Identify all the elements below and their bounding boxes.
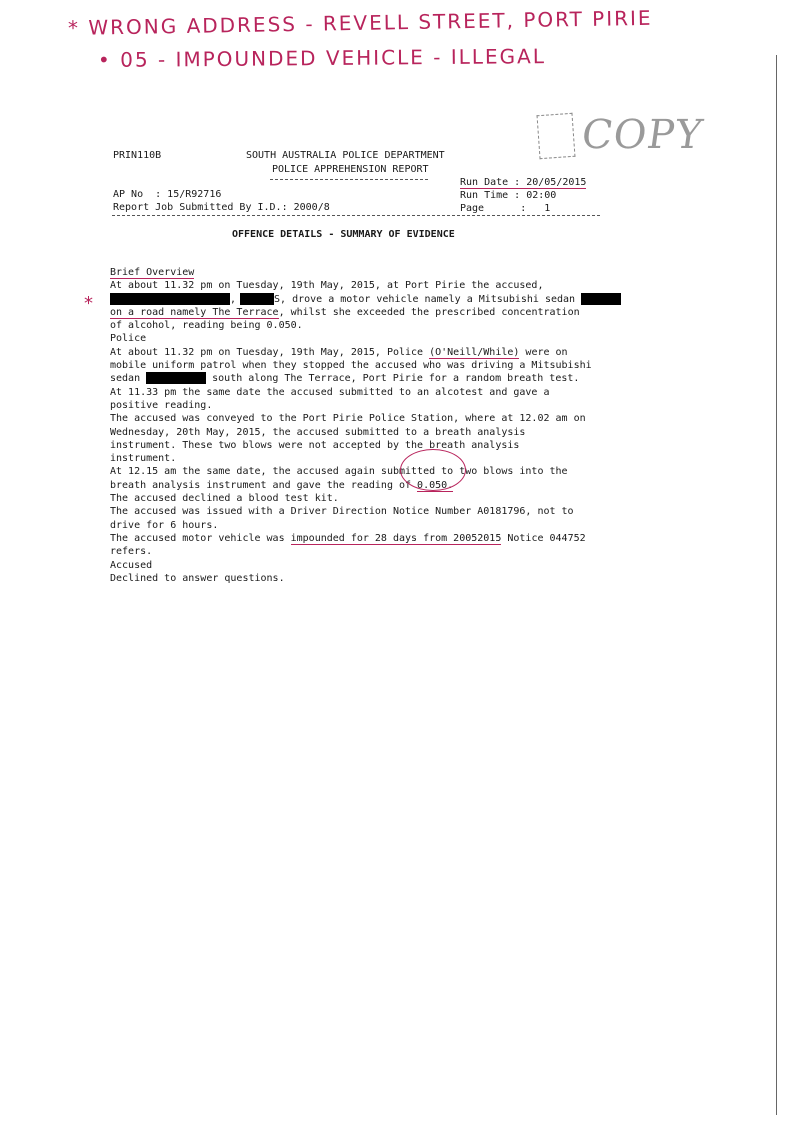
department-name: SOUTH AUSTRALIA POLICE DEPARTMENT [246, 150, 445, 161]
impound-period: impounded for 28 days from 20052015 [290, 532, 502, 544]
reading-value: 0.050. [417, 479, 454, 491]
margin-star-icon: * [84, 293, 93, 314]
redaction [581, 293, 621, 305]
line-04 [110, 306, 610, 319]
submitted-by: Report Job Submitted By I.D.: 2000/8 [113, 202, 330, 213]
circled-reading-annotation [400, 449, 466, 491]
copy-stamp-text: COPY [578, 112, 706, 158]
line-13: Wednesday, 20th May, 2015, the accused submitted to a breath analysis [110, 426, 526, 438]
redaction [110, 293, 230, 305]
line-24: Declined to answer questions. [110, 572, 285, 584]
section-rule [112, 215, 600, 216]
ap-number: AP No : 15/R92716 [113, 189, 222, 200]
line-09-b: south along The Terrace, Port Pirie for a random breath test. [206, 373, 580, 385]
run-time: Run Time : 02:00 [460, 190, 557, 201]
heading-police: Police [110, 333, 147, 345]
heading-brief-overview [110, 266, 610, 279]
form-code: PRIN110B [113, 150, 162, 161]
line-11: positive reading. [110, 399, 213, 411]
line-03 [110, 293, 610, 306]
line-09 [110, 372, 610, 385]
officer-names: (O'Neill/While) [429, 346, 520, 358]
line-21-a: The accused motor vehicle was [110, 532, 291, 544]
line-14: instrument. These two blows were not accepted by the breath analysis [110, 439, 520, 451]
section-title: OFFENCE DETAILS - SUMMARY OF EVIDENCE [232, 229, 455, 240]
page-number: Page : 1 [460, 203, 551, 214]
line-08: mobile uniform patrol when they stopped the accused who was driving a Mitsubishi [110, 360, 592, 372]
line-21 [110, 532, 610, 545]
line-03-text: S, drove a motor vehicle namely a Mitsubishi sedan [274, 293, 576, 305]
line-20: drive for 6 hours. [110, 519, 219, 531]
stamp-box-icon [537, 113, 576, 159]
line-19: The accused was issued with a Driver Direction Notice Number A0181796, not to [110, 506, 574, 518]
redaction [240, 293, 274, 305]
handwritten-note-impounded: • 05 - IMPOUNDED VEHICLE - ILLEGAL [97, 44, 547, 72]
line-03-comma: , [230, 293, 237, 305]
run-date-text: Run Date : 20/05/2015 [460, 177, 587, 188]
line-04-underlined: on a road namely The Terrace [110, 306, 279, 318]
line-02: At about 11.32 pm on Tuesday, 19th May, 2015, at Port Pirie the accused, [110, 280, 544, 292]
run-date [460, 176, 586, 189]
line-05: of alcohol, reading being 0.050. [110, 320, 303, 332]
line-07 [110, 346, 610, 359]
page-margin-line [776, 55, 777, 1115]
redaction [146, 372, 206, 384]
line-18: The accused declined a blood test kit. [110, 493, 339, 505]
line-17-a: breath analysis instrument and gave the reading of [110, 479, 418, 491]
heading-accused: Accused [110, 559, 153, 571]
brief-overview-text: Brief Overview [110, 267, 195, 278]
title-separator [270, 179, 428, 180]
handwritten-note-address: * WRONG ADDRESS - REVELL STREET, PORT PIRIE [67, 5, 653, 40]
line-04-text: , whilst she exceeded the prescribed concentration [278, 306, 580, 318]
line-21-c: Notice 044752 [501, 532, 586, 544]
line-22: refers. [110, 546, 153, 558]
evidence-body [110, 266, 610, 585]
line-09-a: sedan [110, 373, 147, 385]
line-07-a: At about 11.32 pm on Tuesday, 19th May, 2015, Police [110, 346, 430, 358]
line-07-c: were on [519, 346, 568, 358]
line-10: At 11.33 pm the same date the accused submitted to an alcotest and gave a [110, 386, 550, 398]
line-17 [110, 479, 610, 492]
line-15: instrument. [110, 453, 177, 465]
report-title: POLICE APPREHENSION REPORT [272, 164, 429, 175]
copy-stamp [536, 108, 706, 168]
line-12: The accused was conveyed to the Port Pirie Police Station, where at 12.02 am on [110, 413, 586, 425]
line-16: At 12.15 am the same date, the accused again submitted to two blows into the [110, 466, 568, 478]
